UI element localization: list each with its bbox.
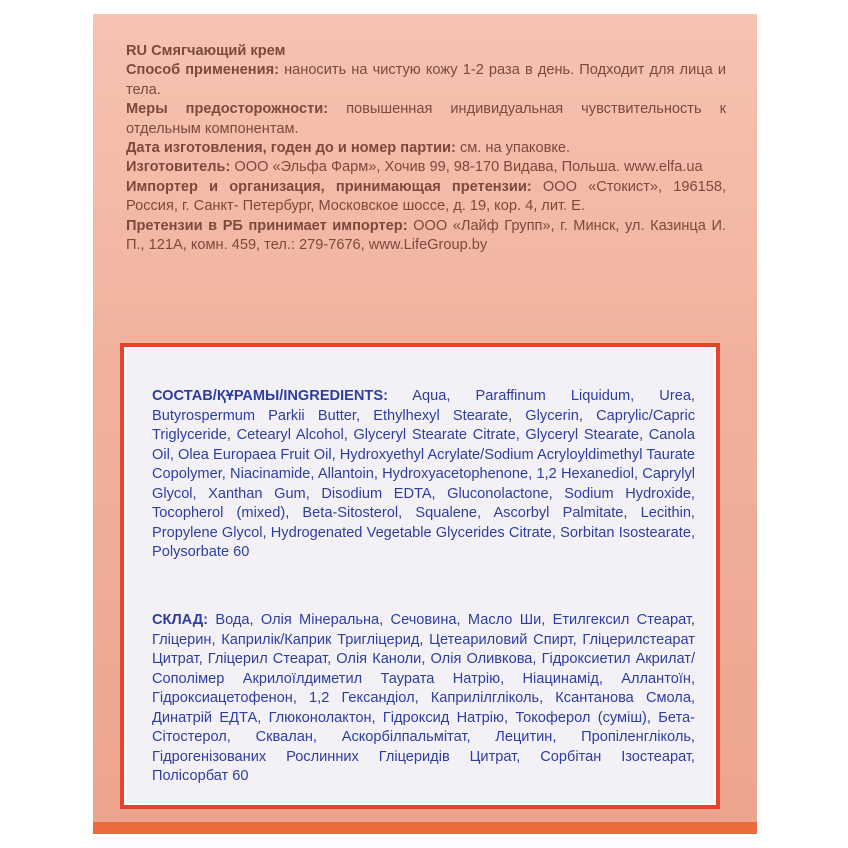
ru-claims-rb: [126, 217, 726, 256]
ru-importer-label: Импортер и организация, принимающая претензии:: [126, 178, 532, 195]
ru-manufacturer-text: ООО «Эльфа Фарм», Хочив 99, 98-170 Видава, Польша. www.elfa.ua: [230, 159, 703, 176]
ru-manufacturer: [126, 158, 726, 177]
ru-claims-rb-label: Претензии в РБ принимает импортер:: [126, 217, 408, 234]
package-panel: [93, 14, 757, 834]
ingredients-en-text: Aqua, Paraffinum Liquidum, Urea, Butyrospermum Parkii Butter, Ethylhexyl Stearate, Glycerin, Caprylic/Capric Triglyceride, Cetearyl Alcohol, Glyceryl Stearate Citrate, Glyceryl Stearate, Canola Oil, Olea Europaea Fruit Oil, Hydroxyethyl Acrylate/Sodium Acryloyldimethyl Taurate Copolymer, Niacinamide, Allantoin, Hydroxyacetophenone, 1,2 Hexanediol, Caprylyl Glycol, Xanthan Gum, Disodium EDTA, Gluconolactone, Sodium Hydroxide, Tocopherol (mixed), Beta-Sitosterol, Squalene, Ascorbyl Palmitate, Lecithin, Propylene Glycol, Hydrogenated Vegetable Glycerides Citrate, Sorbitan Isostearate, Polysorbate 60: [152, 388, 695, 560]
ru-importer-text: ООО «Стокист», 196158, Россия, г. Санкт- Петербург, Московское шоссе, д. 19, кор. 4, лит. Е.: [126, 178, 727, 215]
ingredients-ua-label: СКЛАД:: [152, 612, 209, 628]
ingredients-en: [152, 387, 695, 563]
ru-title: RU Смягчающий крем: [126, 43, 286, 59]
ru-manufacturer-label: Изготовитель:: [126, 159, 231, 176]
ru-description-block: [126, 42, 726, 255]
ru-date-label: Дата изготовления, годен до и номер партии:: [126, 140, 456, 157]
ru-precautions-text: повышенная индивидуальная чувствительность к отдельным компонентам.: [126, 101, 727, 137]
ru-usage: [126, 61, 726, 100]
ru-precautions-label: Меры предосторожности:: [126, 101, 329, 118]
ru-precautions: [126, 100, 726, 139]
ingredients-en-label: СОСТАВ/ҚҰРАМЫ/INGREDIENTS:: [152, 388, 388, 404]
ingredients-ua-text: Вода, Олія Мінеральна, Сечовина, Масло Ши, Етилгексил Стеарат, Гліцерин, Каприлік/Каприк Тригліцерид, Цетеариловий Спирт, Гліцерилстеарат Цитрат, Гліцерил Стеарат, Олія Каноли, Олія Оливкова, Гідроксиетил Акрилат/Сополімер Акрилоїлдиметил Таурата Натрію, Ніацинамід, Аллантоїн, Гідроксиацетофенон, 1,2 Гександіол, Каприлілгліколь, Ксантанова Смола, Динатрій ЕДТА, Глюконолактон, Гідроксид Натрію, Токоферол (суміш), Бета-Сітостерол, Сквалан, Аскорбілпальмітат, Лецитин, Пропіленгліколь, Гідрогенізованих Рослинних Гліцеридів Цитрат, Сорбітан Ізостеарат, Полісорбат 60: [152, 612, 695, 784]
ingredients-panel: [120, 343, 720, 809]
ingredients-ua: [152, 611, 695, 787]
bottom-color-strip: [93, 822, 757, 834]
ru-usage-label: Способ применения:: [126, 62, 279, 79]
ru-importer: [126, 178, 726, 217]
ru-date-text: см. на упаковке.: [455, 140, 571, 157]
ru-claims-rb-text: ООО «Лайф Групп», г. Минск, ул. Казинца И. П., 121А, комн. 459, тел.: 279-7676, www.LifeGroup.by: [126, 217, 726, 254]
ru-date: [126, 139, 726, 158]
ru-usage-text: наносить на чистую кожу 1-2 раза в день. Подходит для лица и тела.: [126, 62, 726, 98]
